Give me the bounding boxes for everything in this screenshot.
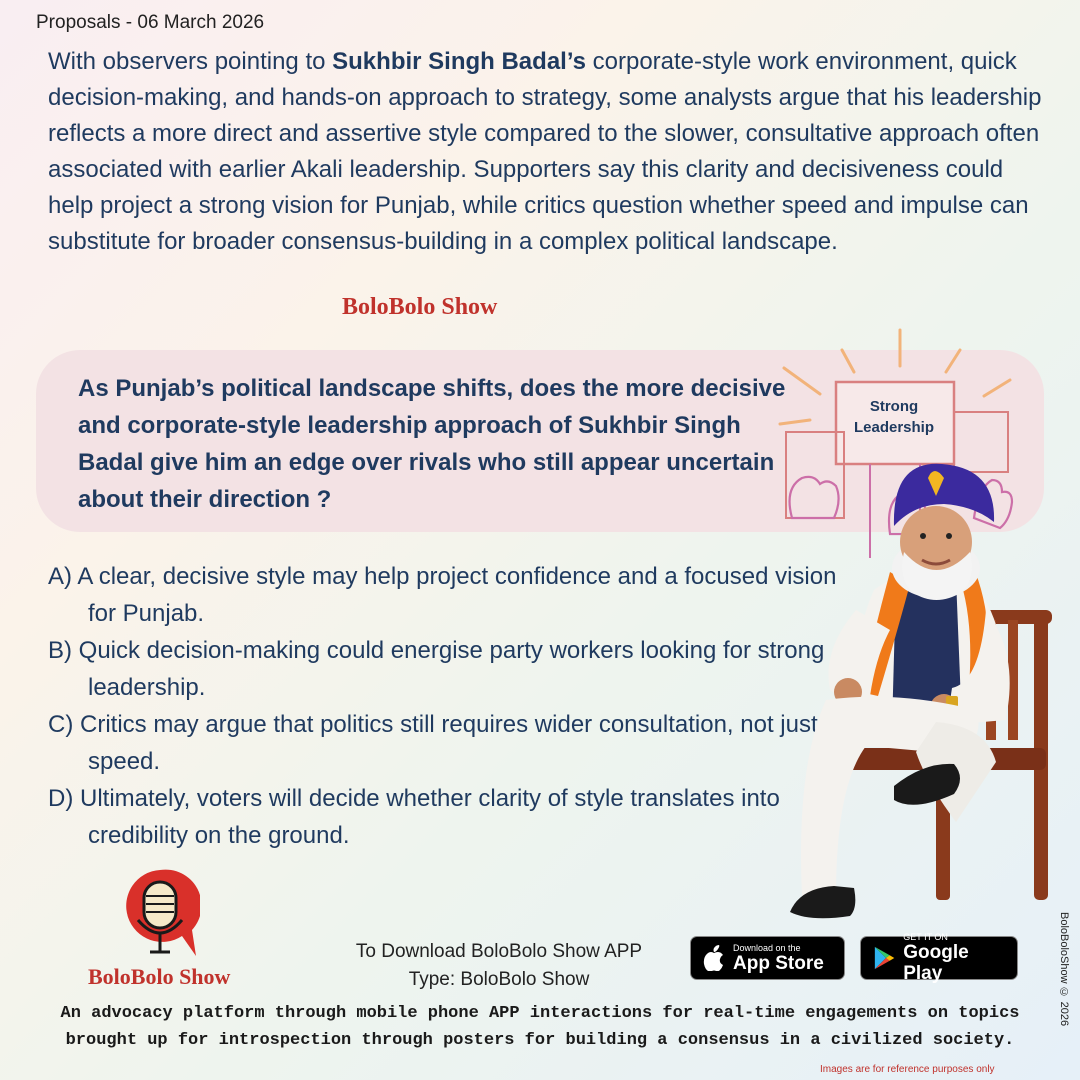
google-play-button[interactable]: [860, 932, 1018, 984]
google-play-caption: GET IT ON: [903, 932, 948, 942]
intro-text-after: corporate-style work environment, quick decision-making, and hands-on approach to strategy, some analysts argue that his leadership reflects a more direct and assertive style compared to the slower, consultative approach often associated with earlier Akali leadership. Supporters say this clarity and decisiveness could help project a strong vision for Punjab, while critics question whether speed and impulse can substitute for broader consensus-building in a complex political landscape.: [48, 48, 1042, 255]
option-b: B) Quick decision-making could energise party workers looking for strong leadership.: [48, 637, 825, 701]
apple-icon: [703, 945, 725, 971]
download-instructions: [334, 938, 664, 994]
brand-watermark: BoloBolo Show: [342, 294, 498, 320]
copyright-notice: BoloBoloShow © 2026: [1058, 912, 1070, 1027]
sign-line-2: Leadership: [853, 419, 935, 436]
header-date: Proposals - 06 March 2026: [36, 12, 265, 33]
option-a: A) A clear, decisive style may help project confidence and a focused vision for Punjab.: [48, 563, 837, 627]
option-d: D) Ultimately, voters will decide whether clarity of style translates into credibility on the ground.: [48, 785, 780, 849]
download-line-2: Type: BoloBolo Show: [408, 969, 590, 990]
strong-leadership-sign: [836, 396, 952, 438]
intro-name-bold: Sukhbir Singh Badal’s: [332, 48, 586, 75]
app-store-button[interactable]: [690, 936, 845, 980]
google-play-label: Google Play: [903, 942, 969, 984]
question-text: As Punjab’s political landscape shifts, does the more decisive and corporate-style leadership approach of Sukhbir Singh Badal give him an edge over rivals who still appear uncertain about their direction ?: [78, 375, 786, 513]
option-c: C) Critics may argue that politics still requires wider consultation, not just speed.: [48, 711, 818, 775]
app-store-label: App Store: [733, 952, 824, 974]
image-disclaimer: Images are for reference purposes only: [820, 1064, 995, 1075]
sign-line-1: Strong: [869, 398, 919, 415]
intro-paragraph: [48, 44, 1048, 260]
download-line-1: To Download BoloBolo Show APP: [355, 941, 643, 962]
brand-logo-text: BoloBolo Show: [88, 964, 231, 989]
app-store-caption: Download on the: [733, 942, 801, 953]
intro-text-before: With observers pointing to: [48, 48, 333, 75]
microphone-icon: [120, 868, 200, 968]
google-play-icon: [873, 945, 895, 971]
leader-caricature-illustration: [786, 460, 1056, 930]
footer-tagline: An advocacy platform through mobile phone APP interactions for real-time engagements on topics brought up for introspection through posters for building a consensus in a civilized society.: [60, 1004, 1020, 1050]
options-list: [48, 558, 848, 854]
